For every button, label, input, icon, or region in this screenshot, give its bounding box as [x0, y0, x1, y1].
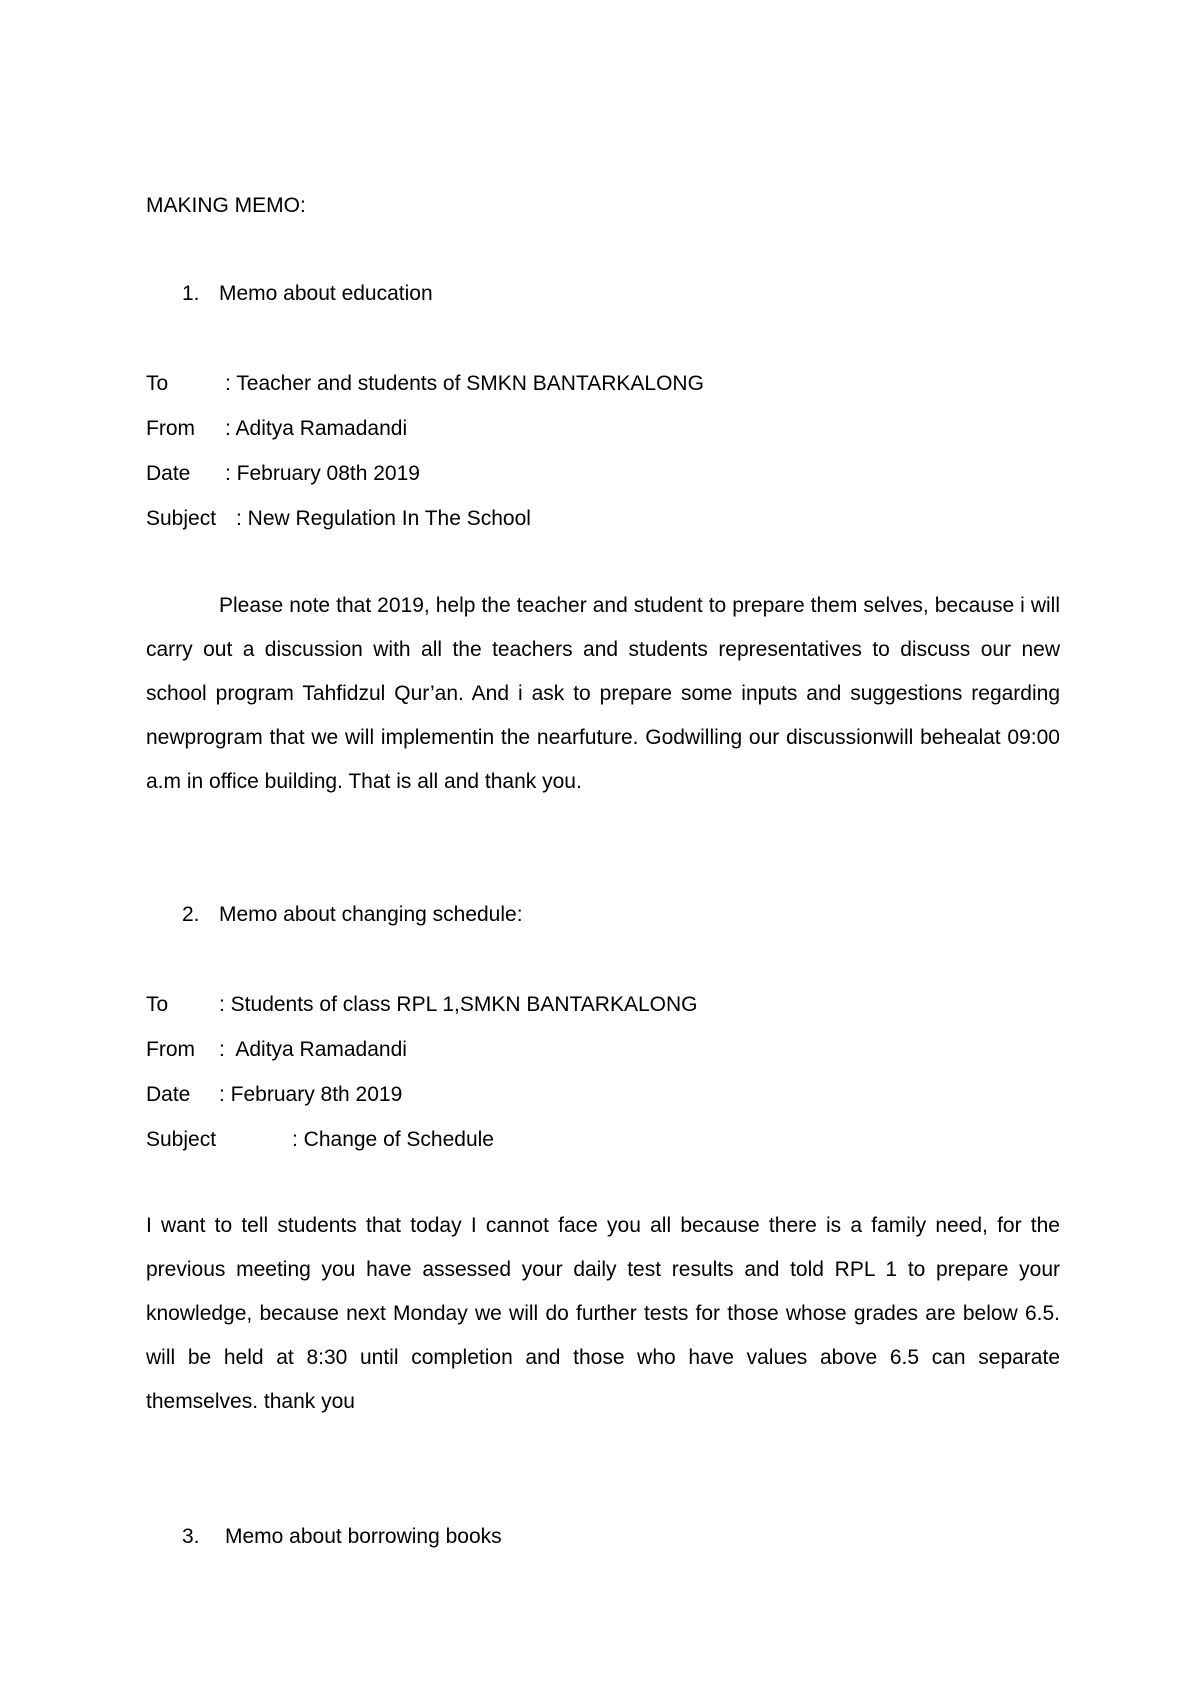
memo1-date-value: : February 08th 2019: [225, 462, 420, 485]
memo1-to-label: To: [146, 372, 169, 395]
memo2-number: 2.: [182, 903, 200, 926]
memo3-number: 3.: [182, 1525, 200, 1548]
memo2-heading: Memo about changing schedule:: [219, 903, 523, 926]
memo2-subject-value: : Change of Schedule: [292, 1128, 494, 1151]
memo1-subject-label: Subject: [146, 507, 217, 530]
memo1-from-label: From: [146, 417, 195, 440]
memo1-number: 1.: [182, 282, 200, 305]
memo2-subject-label: Subject: [146, 1128, 217, 1151]
memo2-from-value: : Aditya Ramadandi: [219, 1038, 407, 1061]
memo1-from-value: : Aditya Ramadandi: [225, 417, 408, 440]
memo1-subject-value: : New Regulation In The School: [236, 507, 531, 530]
memo1-date-label: Date: [146, 462, 191, 485]
document-title: MAKING MEMO:: [146, 194, 306, 217]
memo2-body: I want to tell students that today I cannot face you all because there is a family need, for the previous meeting you have assessed your daily test results and told RPL 1 to prepare your knowledge, because next Monday we will do further tests for those whose grades are below 6.5. will be held at 8:30 until completion and those who have values above 6.5 can separate themselves. thank you: [146, 1214, 1060, 1413]
memo2-to-label: To: [146, 993, 169, 1016]
memo2-date-label: Date: [146, 1083, 191, 1106]
memo3-heading: Memo about borrowing books: [225, 1525, 502, 1548]
memo2-to-value: : Students of class RPL 1,SMKN BANTARKALONG: [219, 993, 698, 1016]
memo2-date-value: : February 8th 2019: [219, 1083, 403, 1106]
memo1-body: Please note that 2019, help the teacher and student to prepare them selves, because i will carry out a discussion with all the teachers and students representatives to discuss our new school program Tahfidzul Qur’an. And i ask to prepare some inputs and suggestions regarding newprogram that we will implementin the nearfuture. Godwilling our discussionwill behealat 09:00 a.m in office building. That is all and thank you.: [146, 594, 1060, 793]
memo2-from-label: From: [146, 1038, 195, 1061]
memo1-heading: Memo about education: [219, 282, 433, 305]
memo1-to-value: : Teacher and students of SMKN BANTARKALONG: [225, 372, 704, 395]
